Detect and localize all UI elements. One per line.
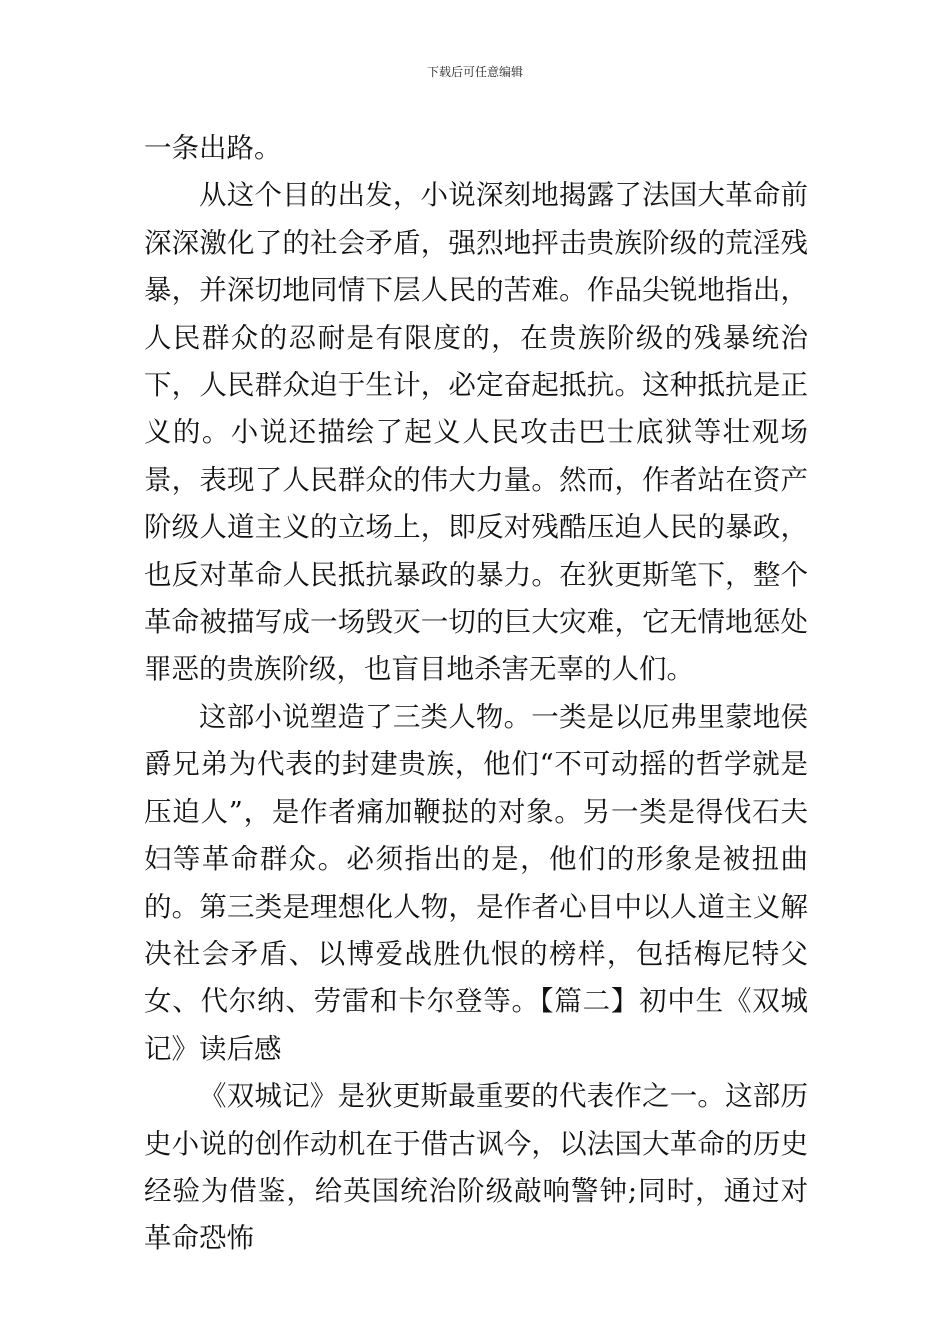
paragraph-4: 《双城记》是狄更斯最重要的代表作之一。这部历史小说的创作动机在于借古讽今，以法国大革命的历史经验为借鉴，给英国统治阶级敲响警钟;同时，通过对革命恐怖: [144, 1080, 808, 1255]
page-header: 下载后可任意编辑: [426, 65, 523, 79]
paragraph-2: 从这个目的出发，小说深刻地揭露了法国大革命前深深激化了的社会矛盾，强烈地抨击贵族阶级的荒淫残暴，并深切地同情下层人民的苦难。作品尖锐地指出，人民群众的忍耐是有限度的，在贵族阶级的残暴统治下，人民群众迫于生计，必定奋起抵抗。这种抵抗是正义的。小说还描绘了起义人民攻击巴士底狱等壮观场景，表现了人民群众的伟大力量。然而，作者站在资产阶级人道主义的立场上，即反对残酷压迫人民的暴政，也反对革命人民抵抗暴政的暴力。在狄更斯笔下，整个革命被描写成一场毁灭一切的巨大灾难，它无情地惩处罪恶的贵族阶级，也盲目地杀害无辜的人们。: [144, 179, 808, 686]
paragraph-3: 这部小说塑造了三类人物。一类是以厄弗里蒙地侯爵兄弟为代表的封建贵族，他们“不可动摇的哲学就是压迫人”，是作者痛加鞭挞的对象。另一类是得伐石夫妇等革命群众。必须指出的是，他们的形象是被扭曲的。第三类是理想化人物，是作者心目中以人道主义解决社会矛盾、以博爱战胜仇恨的榜样，包括梅尼特父女、代尔纳、劳雷和卡尔登等。【篇二】初中生《双城记》读后感: [144, 700, 808, 1065]
paragraph-1: 一条出路。: [144, 132, 282, 164]
document-body: [144, 125, 808, 1263]
